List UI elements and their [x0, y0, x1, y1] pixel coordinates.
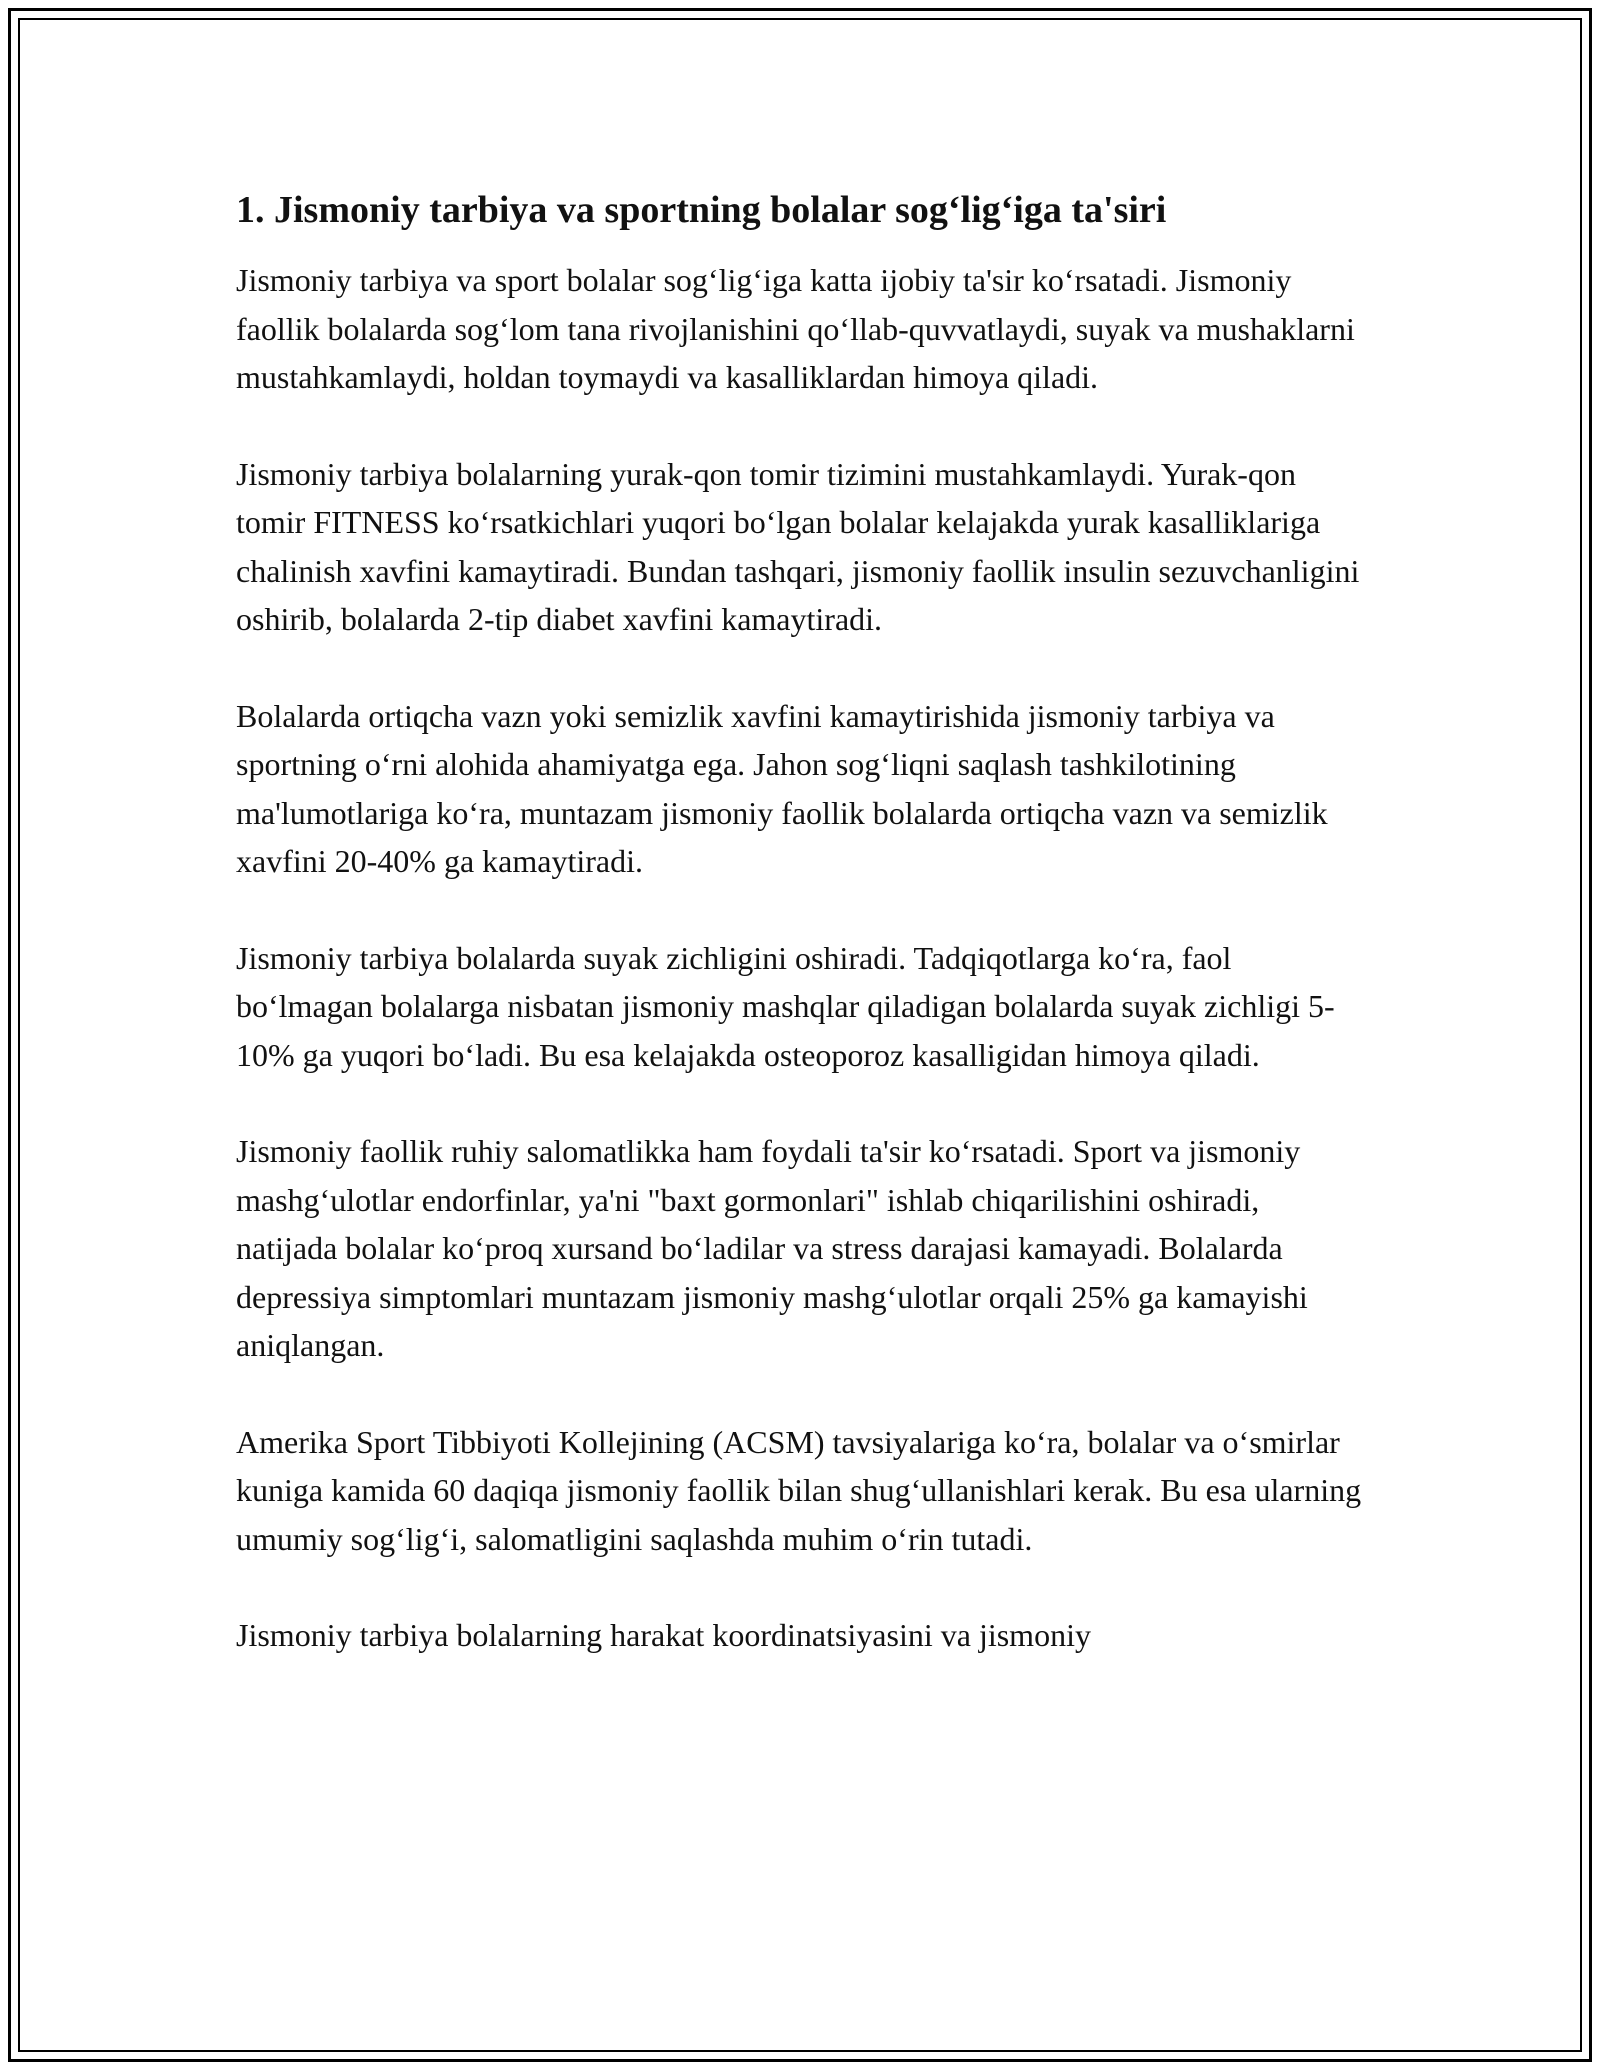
- document-body: [236, 186, 1366, 1660]
- paragraph-3: Bolalarda ortiqcha vazn yoki semizlik xavfini kamaytirishida jismoniy tarbiya va sportning o‘rni alohida ahamiyatga ega. Jahon sog‘liqni saqlash tashkilotining ma'lumotlariga ko‘ra, muntazam jismoniy faollik bolalarda ortiqcha vazn va semizlik xavfini 20-40% ga kamaytiradi.: [236, 697, 1328, 879]
- paragraph-5: Jismoniy faollik ruhiy salomatlikka ham foydali ta'sir ko‘rsatadi. Sport va jismoniy mashg‘ulotlar endorfinlar, ya'ni "baxt gormonlari" ishlab chiqarilishini oshiradi, natijada bolalar ko‘proq xursand bo‘ladilar va stress darajasi kamayadi. Bolalarda depressiya simptomlari muntazam jismoniy mashg‘ulotlar orqali 25% ga kamayishi aniqlangan.: [236, 1133, 1308, 1363]
- paragraph-1: Jismoniy tarbiya va sport bolalar sog‘lig‘iga katta ijobiy ta'sir ko‘rsatadi. Jismoniy faollik bolalarda sog‘lom tana rivojlanishini qo‘llab-quvvatlaydi, suyak va mushaklarni mustahkamlaydi, holdan toymaydi va kasalliklardan himoya qiladi.: [236, 262, 1355, 395]
- paragraph-7: Jismoniy tarbiya bolalarning harakat koordinatsiyasini va jismoniy: [236, 1617, 1091, 1653]
- paragraph-6: Amerika Sport Tibbiyoti Kollejining (ACSM) tavsiyalariga ko‘ra, bolalar va o‘smirlar kuniga kamida 60 daqiqa jismoniy faollik bilan shug‘ullanishlari kerak. Bu esa ularning umumiy sog‘lig‘i, salomatligini saqlashda muhim o‘rin tutadi.: [236, 1423, 1362, 1557]
- section-heading: 1. Jismoniy tarbiya va sportning bolalar sog‘lig‘iga ta'siri: [236, 189, 1167, 231]
- paragraph-2: Jismoniy tarbiya bolalarning yurak-qon tomir tizimini mustahkamlaydi. Yurak-qon tomir FITNESS ko‘rsatkichlari yuqori bo‘lgan bolalar kelajakda yurak kasalliklariga chalinish xavfini kamaytiradi. Bundan tashqari, jismoniy faollik insulin sezuvchanligini oshirib, bolalarda 2-tip diabet xavfini kamaytiradi.: [236, 455, 1360, 637]
- paragraph-4: Jismoniy tarbiya bolalarda suyak zichligini oshiradi. Tadqiqotlarga ko‘ra, faol bo‘lmagan bolalarga nisbatan jismoniy mashqlar qiladigan bolalarda suyak zichligi 5-10% ga yuqori bo‘ladi. Bu esa kelajakda osteoporoz kasalligidan himoya qiladi.: [236, 939, 1335, 1073]
